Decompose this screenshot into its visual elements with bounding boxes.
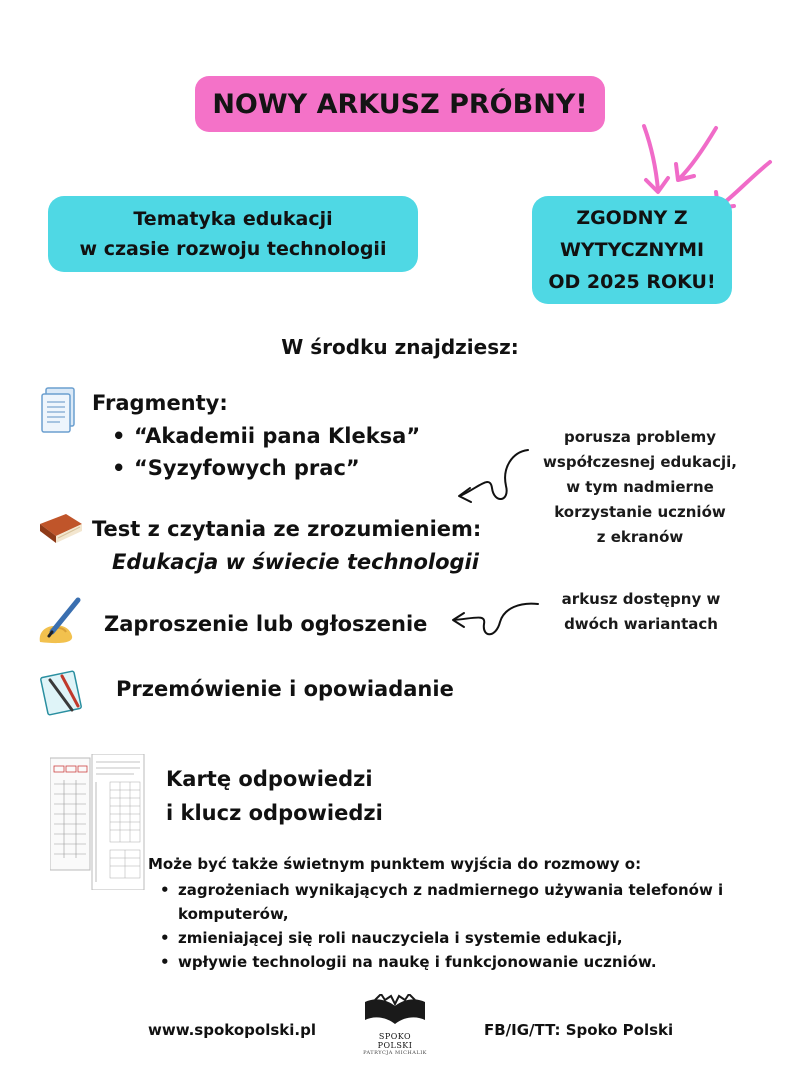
logo-name: SPOKO POLSKI <box>377 1032 413 1050</box>
discussion-intro: Może być także świetnym punktem wyjścia do rozmowy o: <box>148 855 642 873</box>
note-problems-line-2: współczesnej edukacji, <box>543 453 737 471</box>
note-problems-line-5: z ekranów <box>596 528 684 546</box>
fragment-item-2: • “Syzyfowych prac” <box>112 456 360 480</box>
footer-website[interactable]: www.spokopolski.pl <box>148 1021 316 1039</box>
note-variants <box>536 587 746 637</box>
guidelines-line-1: ZGODNY Z <box>576 207 688 229</box>
answer-key-line-1: Kartę odpowiedzi <box>166 767 373 791</box>
note-problems-line-3: w tym nadmierne <box>566 478 714 496</box>
fragment-item-1: • “Akademii pana Kleksa” <box>112 424 421 448</box>
open-book-logo <box>363 994 427 1030</box>
speech-label: Przemówienie i opowiadanie <box>116 677 454 701</box>
fragment-item-1-text: “Akademii pana Kleksa” <box>134 424 421 448</box>
footer-social[interactable]: FB/IG/TT: Spoko Polski <box>484 1021 674 1039</box>
note-variants-line-1: arkusz dostępny w <box>561 590 721 608</box>
document-icon <box>40 386 80 434</box>
topic-line-2: w czasie rozwoju technologii <box>79 238 387 260</box>
curly-arrow-icon-2 <box>446 596 542 646</box>
fragment-item-2-text: “Syzyfowych prac” <box>134 456 360 480</box>
book-icon <box>36 510 84 546</box>
answer-sheet-icon <box>50 754 146 890</box>
fragments-label: Fragmenty: <box>92 391 228 415</box>
discussion-point-3: • wpływie technologii na naukę i funkcjonowanie uczniów. <box>156 950 768 974</box>
reading-test-subtitle: Edukacja w świecie technologii <box>112 550 479 574</box>
section-heading: W środku znajdziesz: <box>281 335 519 359</box>
answer-key-text <box>166 762 383 830</box>
topic-line-1: Tematyka edukacji <box>133 208 333 230</box>
topic-badge <box>48 196 418 272</box>
note-variants-line-2: dwóch wariantach <box>564 615 718 633</box>
curly-arrow-icon <box>452 446 532 508</box>
guidelines-line-2: WYTYCZNYMI <box>559 239 705 261</box>
discussion-point-2: • zmieniającej się roli nauczyciela i systemie edukacji, <box>156 926 768 950</box>
discussion-point-1: • zagrożeniach wynikających z nadmiernego używania telefonów i komputerów, <box>156 878 768 926</box>
logo-author: PATRYCJA MICHALIK <box>363 1050 427 1056</box>
discussion-list <box>156 878 768 974</box>
page-title: NOWY ARKUSZ PRÓBNY! <box>195 76 605 132</box>
invitation-label: Zaproszenie lub ogłoszenie <box>104 612 428 636</box>
discussion-block <box>148 852 768 974</box>
note-problems-line-4: korzystanie uczniów <box>554 503 726 521</box>
footer-logo <box>360 994 430 1056</box>
guidelines-line-3: OD 2025 ROKU! <box>548 271 716 293</box>
answer-key-line-2: i klucz odpowiedzi <box>166 801 383 825</box>
hand-writing-icon <box>36 596 84 646</box>
notebook-pen-icon <box>38 666 88 716</box>
reading-test-label: Test z czytania ze zrozumieniem: <box>92 517 482 541</box>
note-problems <box>520 425 760 550</box>
note-problems-line-1: porusza problemy <box>563 428 717 446</box>
guidelines-badge <box>532 196 732 304</box>
